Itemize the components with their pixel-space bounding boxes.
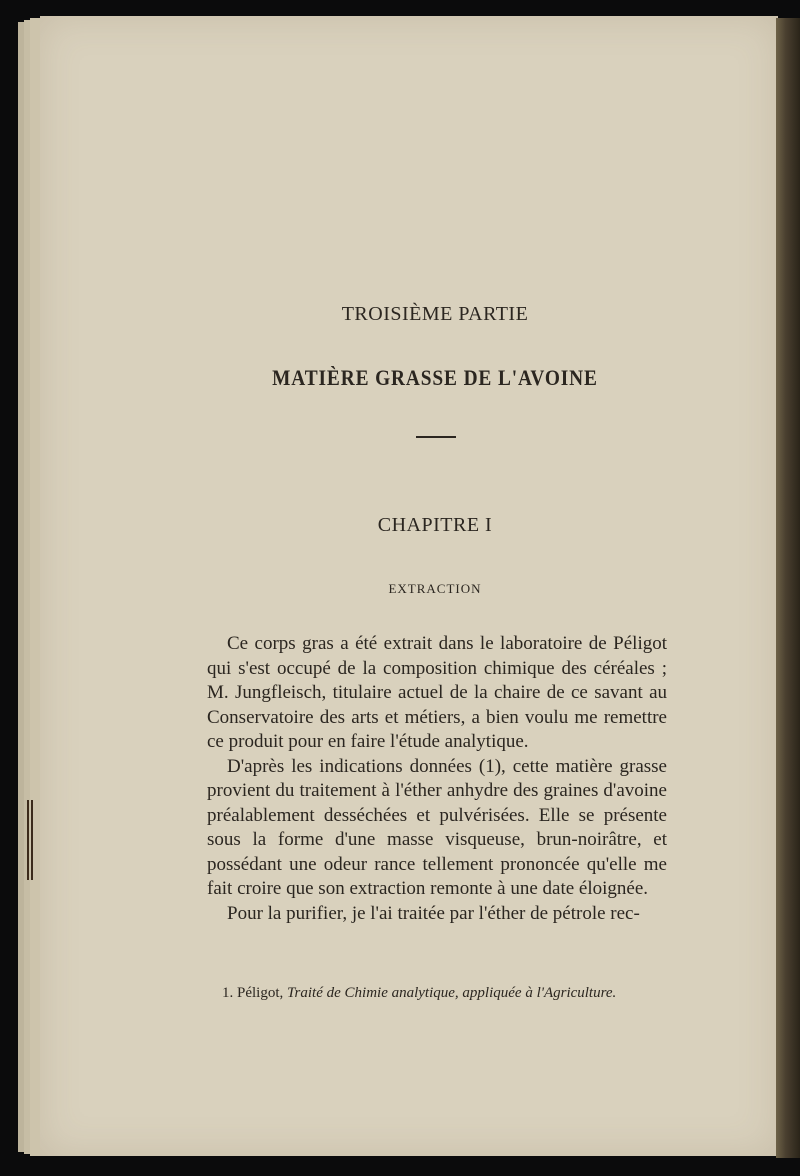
paragraph: Pour la purifier, je l'ai traitée par l'éther de pétrole rec- — [227, 902, 640, 924]
footnote — [222, 985, 662, 1002]
footnote-author: Péligot, — [237, 985, 284, 1001]
body-text — [207, 632, 667, 926]
part-title: TROISIÈME PARTIE — [341, 303, 529, 325]
paragraph: D'après les indications données (1), cette matière grasse provient du traitement à l'éther anhydre des graines d'avoine préalablement desséchées et pulvérisées. Elle se présente sous la forme d'une masse visqueuse, brun-noirâtre, et possédant une odeur rance tellement prononcée qu'elle me fait croire que son extraction remonte à une date éloignée. — [207, 755, 667, 899]
paragraph: Ce corps gras a été extrait dans le laboratoire de Péligot qui s'est occupé de la composition chimique des céréales ; M. Jungfleisch, titulaire actuel de la chaire de ce savant au Conservatoire des arts et métiers, a bien voulu me remettre ce produit pour en faire l'étude analytique. — [207, 633, 667, 752]
title-rule — [416, 436, 456, 438]
footnote-number: 1. — [222, 985, 234, 1001]
main-title: MATIÈRE GRASSE DE L'AVOINE — [272, 365, 598, 390]
section-title: EXTRACTION — [388, 581, 482, 596]
chapter-title: CHAPITRE I — [377, 514, 493, 536]
footnote-title: Traité de Chimie analytique, appliquée à l'Agriculture. — [287, 985, 617, 1001]
